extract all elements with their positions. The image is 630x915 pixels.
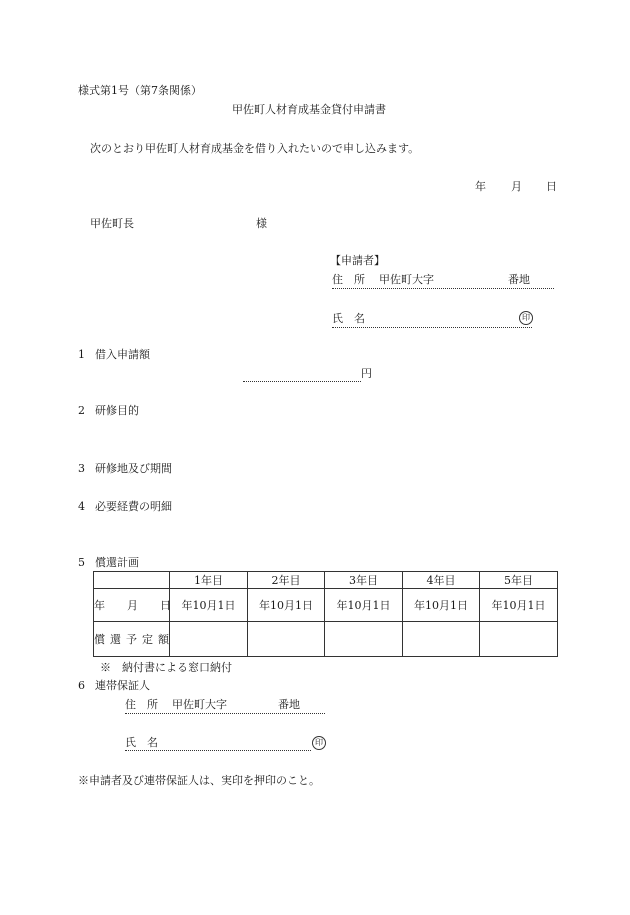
section-6-number: 6 bbox=[78, 679, 85, 692]
repayment-amount-cell[interactable] bbox=[248, 622, 325, 657]
year-header-1: 1年目 bbox=[170, 572, 248, 589]
applicant-name-field[interactable] bbox=[332, 311, 532, 328]
year-header-3: 3年目 bbox=[325, 572, 403, 589]
applicant-address-label: 住 所 bbox=[332, 273, 365, 286]
addressee-honorific: 様 bbox=[256, 217, 267, 230]
guarantor-name-label: 氏 名 bbox=[125, 736, 158, 749]
repayment-date-cell[interactable]: 年10月1日 bbox=[480, 589, 558, 622]
table-row bbox=[94, 622, 558, 657]
repayment-amount-cell[interactable] bbox=[325, 622, 403, 657]
table-header-row bbox=[94, 572, 558, 589]
section-6-label: 連帯保証人 bbox=[95, 679, 150, 692]
table-corner-cell bbox=[94, 572, 170, 589]
applicant-seal-icon: 印 bbox=[519, 311, 533, 325]
repayment-date-cell[interactable]: 年10月1日 bbox=[248, 589, 325, 622]
repayment-date-cell[interactable]: 年10月1日 bbox=[325, 589, 403, 622]
repayment-amount-cell[interactable] bbox=[480, 622, 558, 657]
guarantor-address-prefix: 甲佐町大字 bbox=[172, 698, 227, 711]
applicant-name-label: 氏 名 bbox=[332, 312, 365, 325]
section-3-number: 3 bbox=[78, 462, 85, 475]
repayment-date-cell[interactable]: 年10月1日 bbox=[403, 589, 480, 622]
section-4-number: 4 bbox=[78, 500, 85, 513]
guarantor-seal-icon: 印 bbox=[312, 736, 326, 750]
loan-amount-field[interactable] bbox=[243, 368, 361, 382]
repayment-amount-cell[interactable] bbox=[403, 622, 480, 657]
repayment-schedule-table bbox=[93, 571, 558, 657]
section-2-number: 2 bbox=[78, 404, 85, 417]
section-4-label: 必要経費の明細 bbox=[95, 500, 172, 513]
year-header-5: 5年目 bbox=[480, 572, 558, 589]
intro-text: 次のとおり甲佐町人材育成基金を借り入れたいので申し込みます。 bbox=[90, 142, 420, 155]
applicant-address-prefix: 甲佐町大字 bbox=[379, 273, 434, 286]
guarantor-banchi-label: 番地 bbox=[278, 698, 300, 711]
date-row-label bbox=[94, 589, 170, 622]
date-row-day-label: 日 bbox=[160, 599, 171, 612]
date-day-label: 日 bbox=[546, 180, 557, 193]
applicant-heading: 【申請者】 bbox=[330, 254, 385, 267]
form-number: 様式第1号（第7条関係） bbox=[78, 84, 202, 97]
section-2-label: 研修目的 bbox=[95, 404, 139, 417]
addressee-name: 甲佐町長 bbox=[90, 217, 134, 230]
loan-amount-unit: 円 bbox=[361, 367, 372, 380]
year-header-2: 2年目 bbox=[248, 572, 325, 589]
guarantor-name-field[interactable] bbox=[125, 736, 311, 751]
document-title: 甲佐町人材育成基金貸付申請書 bbox=[232, 103, 386, 116]
applicant-banchi-label: 番地 bbox=[508, 273, 530, 286]
date-month-label: 月 bbox=[511, 180, 522, 193]
repayment-date-cell[interactable]: 年10月1日 bbox=[170, 589, 248, 622]
section-1-label: 借入申請額 bbox=[95, 348, 150, 361]
section-1-number: 1 bbox=[78, 348, 85, 361]
section-5-number: 5 bbox=[78, 556, 85, 569]
date-row-year-label: 年 bbox=[94, 599, 105, 612]
date-year-label: 年 bbox=[475, 180, 486, 193]
date-row-month-label: 月 bbox=[127, 599, 138, 612]
guarantor-address-label: 住 所 bbox=[125, 698, 158, 711]
footer-note: ※申請者及び連帯保証人は、実印を押印のこと。 bbox=[78, 774, 320, 787]
section-5-label: 償還計画 bbox=[95, 556, 139, 569]
payment-note: ※ 納付書による窓口納付 bbox=[100, 661, 232, 674]
amount-row-label: 償還予定額 bbox=[94, 622, 170, 657]
guarantor-address-field[interactable] bbox=[125, 697, 325, 714]
repayment-amount-cell[interactable] bbox=[170, 622, 248, 657]
table-row bbox=[94, 589, 558, 622]
applicant-address-field[interactable] bbox=[332, 272, 554, 289]
section-3-label: 研修地及び期間 bbox=[95, 462, 172, 475]
year-header-4: 4年目 bbox=[403, 572, 480, 589]
